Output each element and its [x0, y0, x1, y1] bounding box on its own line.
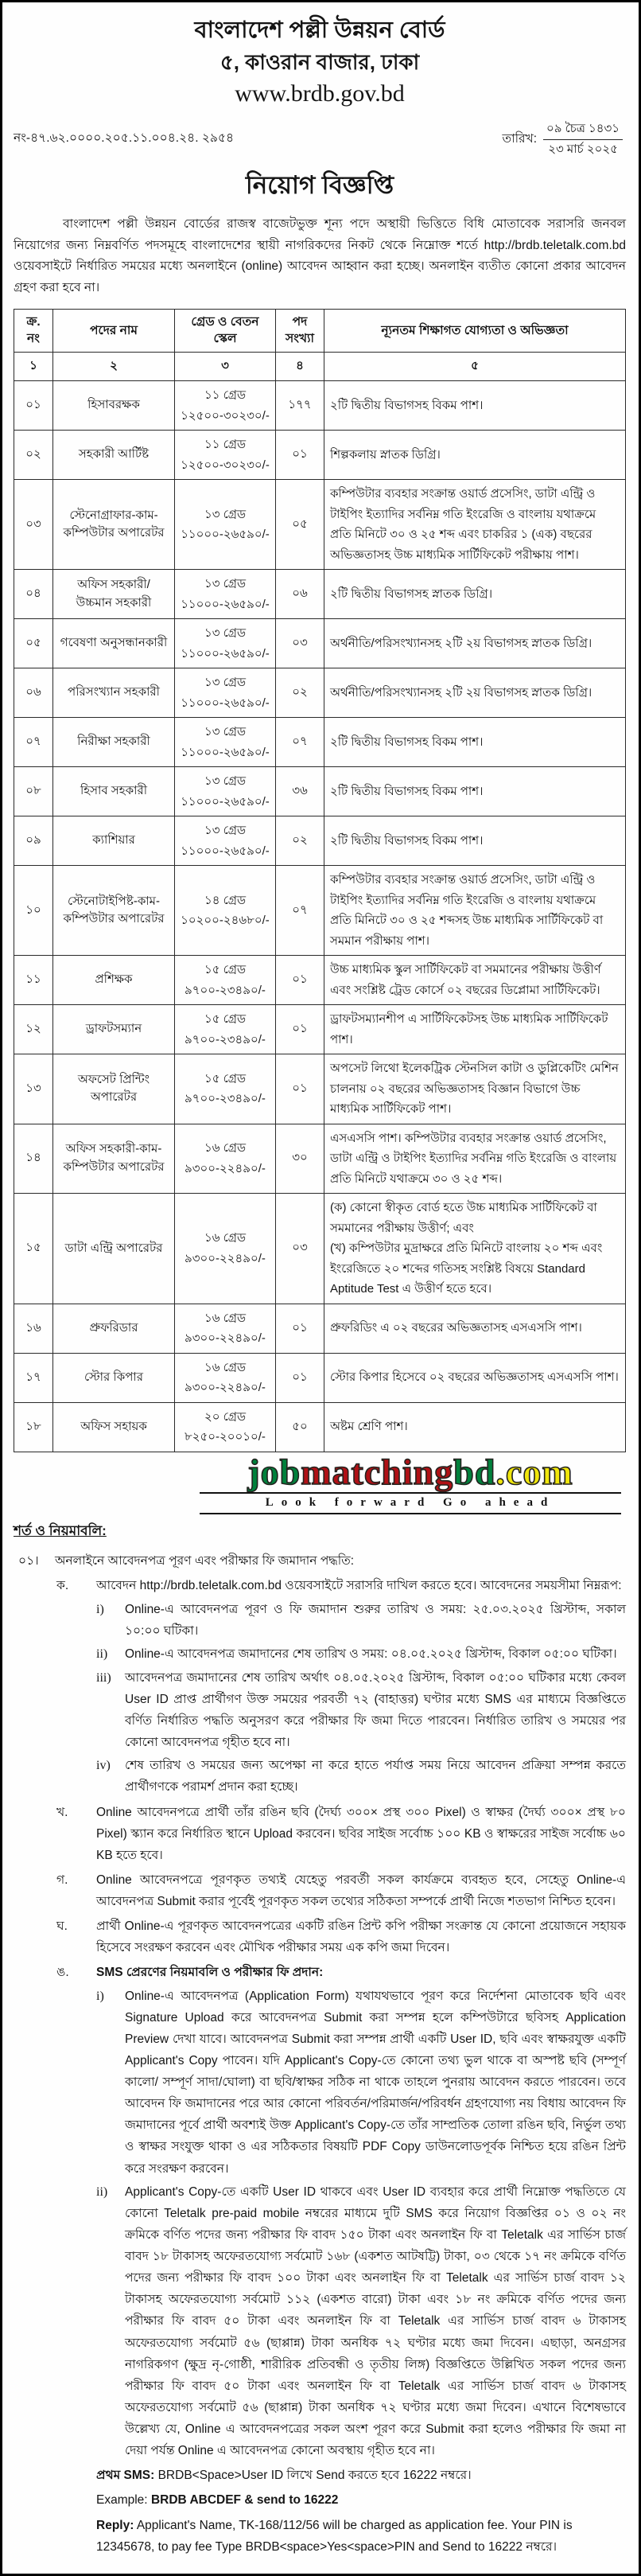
- post-count: ০৭: [276, 866, 324, 956]
- post-grade: ১১ গ্রেড ১২৫০০-৩০২৩০/-: [175, 431, 276, 480]
- table-row: [14, 1124, 626, 1194]
- post-qualification: প্রুফরিডিং এ ০২ বছরের অভিজ্ঞতাসহ এসএসসি পাশ।: [324, 1304, 626, 1353]
- col-number: ৫: [324, 353, 626, 381]
- post-grade: ১৫ গ্রেড ৯৭০০-২৩৪৯০/-: [175, 956, 276, 1005]
- table-header-row: [14, 309, 626, 352]
- post-count: ০৩: [276, 1194, 324, 1304]
- post-serial: ০৪: [14, 570, 53, 619]
- example-label: Example:: [96, 2493, 148, 2508]
- watermark-segment-job: job: [247, 1451, 301, 1492]
- terms-heading: শর্ত ও নিয়মাবলি:: [14, 1522, 107, 1538]
- post-grade: ১৩ গ্রেড ১১০০০-২৬৫৯০/-: [175, 668, 276, 718]
- table-row: [14, 381, 626, 431]
- post-grade: ১৩ গ্রেড ১১০০০-২৬৫৯০/-: [175, 619, 276, 668]
- post-name: ক্যাশিয়ার: [53, 816, 175, 866]
- post-count: ০৬: [276, 570, 324, 619]
- point-i: i) Online-এ আবেদনপত্র পূরণ ও ফি জমাদান শুরুর তারিখ ও সময়: ২৫.০৩.২০২৫ খ্রিস্টাব্দ, সকাল ১০:০০ ঘটিকা।: [96, 1602, 626, 1638]
- post-grade: ১৩ গ্রেড ১১০০০-২৬৫৯০/-: [175, 816, 276, 866]
- table-row: [14, 767, 626, 816]
- first-sms-label: প্রথম SMS:: [96, 2469, 155, 2483]
- post-count: ১৭৭: [276, 381, 324, 431]
- date-block: [502, 120, 626, 158]
- col-number: ২: [53, 353, 175, 381]
- post-qualification: উচ্চ মাধ্যমিক স্কুল সার্টিফিকেট বা সমমানের পরীক্ষায় উত্তীর্ণ এবং সংশ্লিষ্ট ট্রেড কোর্সে ০২ বছরের ডিপ্লোমা সার্টিফিকেট।: [324, 956, 626, 1005]
- post-count: ৩০: [276, 1124, 324, 1194]
- post-name: অফিস সহকারী/ উচ্চমান সহকারী: [53, 570, 175, 619]
- table-row: [14, 1304, 626, 1353]
- watermark-segment-matching: matching: [301, 1451, 454, 1492]
- reference-row: [14, 120, 626, 158]
- date-gregorian: ২৩ মার্চ ২০২৫: [543, 139, 623, 159]
- col-header-grade: গ্রেড ও বেতন স্কেল: [175, 309, 276, 352]
- post-serial: ১১: [14, 956, 53, 1005]
- post-qualification: ২টি দ্বিতীয় বিভাগসহ বিকম পাশ।: [324, 816, 626, 866]
- table-row: [14, 668, 626, 718]
- post-name: অফসেট প্রিন্টিং অপারেটর: [53, 1054, 175, 1124]
- post-serial: ১৩: [14, 1054, 53, 1124]
- post-serial: ০২: [14, 431, 53, 480]
- date-stack: [543, 120, 623, 158]
- watermark-segment-bd: bd: [453, 1451, 496, 1492]
- col-header-serial: ক্র. নং: [14, 309, 53, 352]
- table-row: [14, 480, 626, 570]
- post-grade: ১৩ গ্রেড ১১০০০-২৬৫৯০/-: [175, 718, 276, 767]
- post-qualification: (ক) কোনো স্বীকৃত বোর্ড হতে উচ্চ মাধ্যমিক সার্টিফিকেট বা সমমানের পরীক্ষায় উত্তীর্ণ; এবং (খ) কম্পিউটার মুদ্রাক্ষরে প্রতি মিনিটে বাংলায় ২০ শব্দ এবং ইংরেজিতে ২০ শব্দের গতিসহ সংশ্লিষ্ট বিষয়ে Standard Aptitude Test এ উত্তীর্ণ হতে হবে।: [324, 1194, 626, 1304]
- table-row: [14, 866, 626, 956]
- post-grade: ১৬ গ্রেড ৯৩০০-২২৪৯০/-: [175, 1353, 276, 1402]
- post-name: ডাটা এন্ট্রি অপারেটর: [53, 1194, 175, 1304]
- sms-point-ii: ii) Applicant's Copy-তে একটি User ID থাকবে এবং User ID ব্যবহার করে প্রার্থী নিম্নোক্ত পদ্ধতিতে যে কোনো Teletalk pre-paid mobile নম্বরের মাধ্যমে দুটি SMS করে নিয়োগ বিজ্ঞপ্তির ০১ ও ০২ নং ক্রমিকে বর্ণিত পদের জন্য পরীক্ষার ফি বাবদ ১৫০ টাকা এবং অনলাইন ফি বা Teletalk এর সার্ভিস চার্জ বাবদ ১৮ টাকাসহ অফেরতযোগ্য সর্বমোট ১৬৮ (একশত আটষট্টি) টাকা, ০৩ থেকে ১৭ নং ক্রমিকে বর্ণিত পদের জন্য পরীক্ষার ফি বাবদ ১০০ টাকা এবং অনলাইন ফি বা Teletalk এর সার্ভিস চার্জ বাবদ ১২ টাকাসহ অফেরতযোগ্য সর্বমোট ১১২ (একশত বারো) টাকা এবং ১৮ নং ক্রমিকে বর্ণিত পদের জন্য পরীক্ষার ফি বাবদ ৫০ টাকা এবং অনলাইন ফি বা Teletalk এর সার্ভিস চার্জ বাবদ ৬ টাকাসহ অফেরতযোগ্য সর্বমোট ৫৬ (ছাপ্পান্ন) টাকা অনধিক ৭২ ঘণ্টার মধ্যে জমা দিবেন। এছাড়া, অনগ্রসর নাগরিকগণ (ক্ষুদ্র নৃ-গোষ্ঠী, শারীরিক প্রতিবন্ধী ও তৃতীয় লিঙ্গ) বিজ্ঞপ্তিতে উল্লিখিত সকল পদের জন্য পরীক্ষার ফি বাবদ ৫০ টাকা এবং অনলাইন ফি বা Teletalk এর সার্ভিস চার্জ বাবদ ৬ টাকাসহ অফেরতযোগ্য সর্বমোট ৫৬ (ছাপ্পান্ন) টাকা অনধিক ৭২ ঘণ্টার মধ্যে জমা দিবেন। এখানে বিশেষভাবে উল্লেখ্য যে, Online এ আবেদনপত্রের সকল অংশ পূরণ করে Submit করা হলেও পরীক্ষার ফি জমা না দেয়া পর্যন্ত Online এ আবেদনপত্র কোনো অবস্থায় গৃহীত হবে না।: [96, 2184, 626, 2458]
- post-qualification: ২টি দ্বিতীয় বিভাগসহ স্নাতক ডিগ্রি।: [324, 570, 626, 619]
- post-grade: ১৪ গ্রেড ১০২০০-২৪৬৮০/-: [175, 866, 276, 956]
- sub-label: খ.: [56, 1805, 68, 1819]
- watermark-logo-text: [200, 1451, 621, 1492]
- post-serial: ০৫: [14, 619, 53, 668]
- term-title: অনলাইনে আবেদনপত্র পূরণ এবং পরীক্ষার ফি জমাদান পদ্ধতি:: [55, 1554, 355, 1569]
- post-grade: ১৩ গ্রেড ১১০০০-২৬৫৯০/-: [175, 767, 276, 816]
- post-count: ০৩: [276, 619, 324, 668]
- post-name: নিরীক্ষা সহকারী: [53, 718, 175, 767]
- post-serial: ১৫: [14, 1194, 53, 1304]
- post-count: ৫০: [276, 1402, 324, 1452]
- post-count: ০২: [276, 668, 324, 718]
- post-name: অফিস সহায়ক: [53, 1402, 175, 1452]
- watermark-tagline: Look forward Go ahead: [200, 1492, 621, 1514]
- post-qualification: ২টি দ্বিতীয় বিভাগসহ বিকম পাশ।: [324, 381, 626, 431]
- post-grade: ১৫ গ্রেড ৯৭০০-২৩৪৯০/-: [175, 1005, 276, 1054]
- post-qualification: কম্পিউটার ব্যবহার সংক্রান্ত ওয়ার্ড প্রসেসিং, ডাটা এন্ট্রি ও টাইপিং ইত্যাদির সর্বনিম্ন গতি ইংরেজি ও বাংলায় যথাক্রমে প্রতি মিনিটে ৩০ ও ২৫ শব্দসহ উচ্চ মাধ্যমিক সার্টিফিকেট বা সমমান পরীক্ষায় পাশ।: [324, 866, 626, 956]
- term-sub-d: [55, 1915, 626, 1958]
- post-name: অফিস সহকারী-কাম-কম্পিউটার অপারেটর: [53, 1124, 175, 1194]
- post-serial: ১২: [14, 1005, 53, 1054]
- point-ii: ii) Online-এ আবেদনপত্র জমাদানের শেষ তারিখ ও সময়: ০৪.০৫.২০২৫ খ্রিস্টাব্দ, বিকাল ০৫:০০ ঘটিকা।: [96, 1647, 617, 1661]
- first-sms-line: [96, 2465, 626, 2486]
- terms-section: [14, 1519, 626, 2558]
- page-title: নিয়োগ বিজ্ঞপ্তি: [245, 171, 394, 200]
- post-qualification: ২টি দ্বিতীয় বিভাগসহ বিকম পাশ।: [324, 767, 626, 816]
- post-count: ০২: [276, 816, 324, 866]
- post-qualification: ২টি দ্বিতীয় বিভাগসহ বিকম পাশ।: [324, 718, 626, 767]
- post-count: ০৭: [276, 718, 324, 767]
- post-count: ০১: [276, 1005, 324, 1054]
- post-name: পরিসংখ্যান সহকারী: [53, 668, 175, 718]
- post-serial: ০৬: [14, 668, 53, 718]
- term-sub-e: [55, 1962, 626, 2557]
- table-row: [14, 816, 626, 866]
- point-iii: iii) আবেদনপত্র জমাদানের শেষ তারিখ অর্থাৎ ০৪.০৫.২০২৫ খ্রিস্টাব্দ, বিকাল ০৫:০০ ঘটিকার মধ্যে কেবল User ID প্রাপ্ত প্রার্থীগণ উক্ত সময়ের পরবর্তী ৭২ (বাহাত্তর) ঘণ্টার মধ্যে SMS এর মাধ্যমে বিজ্ঞপ্তিতে বর্ণিত নির্ধারিত পদ্ধতি অনুসরণ করে পরীক্ষার ফি জমা দিতে পারবেন। নির্ধারিত তারিখ ও সময়ের পর কোনো আবেদনপত্র গৃহীত হবে না।: [96, 1670, 626, 1750]
- table-row: [14, 431, 626, 480]
- col-number: ১: [14, 353, 53, 381]
- post-count: ০১: [276, 1054, 324, 1124]
- post-count: ০১: [276, 1353, 324, 1402]
- date-bangla: ০৯ চৈত্র ১৪৩১: [546, 122, 620, 136]
- post-name: স্টেনোটাইপিষ্ট-কাম-কম্পিউটার অপারেটর: [53, 866, 175, 956]
- sub-label: গ.: [56, 1873, 68, 1887]
- post-grade: ২০ গ্রেড ৮২৫০-২০০১০/-: [175, 1402, 276, 1452]
- col-header-qualification: ন্যূনতম শিক্ষাগত যোগ্যতা ও অভিজ্ঞতা: [324, 309, 626, 352]
- post-grade: ১১ গ্রেড ১২৫০০-৩০২৩০/-: [175, 381, 276, 431]
- sub-label: ঘ.: [56, 1919, 68, 1934]
- org-website: www.brdb.gov.bd: [235, 80, 405, 107]
- table-row: [14, 570, 626, 619]
- post-qualification: অর্থনীতি/পরিসংখ্যানসহ ২টি ২য় বিভাগসহ স্নাতক ডিগ্রি।: [324, 619, 626, 668]
- post-qualification: কম্পিউটার ব্যবহার সংক্রান্ত ওয়ার্ড প্রসেসিং, ডাটা এন্ট্রি ও টাইপিং ইত্যাদির সর্বনিম্ন গতি ইংরেজি ও বাংলায় যথাক্রমে প্রতি মিনিটে ৩০ ও ২৫ শব্দ এবং চাকরির ১ (এক) বছরের অভিজ্ঞতাসহ উচ্চ মাধ্যমিক সার্টিফিকেট পরীক্ষায় পাশ।: [324, 480, 626, 570]
- table-row: [14, 1194, 626, 1304]
- post-count: ০৫: [276, 480, 324, 570]
- post-serial: ১৭: [14, 1353, 53, 1402]
- post-grade: ১৬ গ্রেড ৯৩০০-২২৪৯০/-: [175, 1124, 276, 1194]
- post-count: ৩৬: [276, 767, 324, 816]
- watermark-segment-com: .com: [495, 1451, 573, 1492]
- point-iv: iv) শেষ তারিখ ও সময়ের জন্য অপেক্ষা না করে হাতে পর্যাপ্ত সময় নিয়ে আবেদন প্রক্রিয়া সম্পন্ন করতে প্রার্থীগণকে পরামর্শ প্রদান করা হচ্ছে।: [96, 1759, 626, 1795]
- post-qualification: ড্রাফটসম্যানশীপ এ সার্টিফিকেটসহ উচ্চ মাধ্যমিক সার্টিফিকেট পাশ।: [324, 1005, 626, 1054]
- sub-d-text: প্রার্থী Online-এ পূরণকৃত আবেদনপত্রের একটি রঙিন প্রিন্ট কপি পরীক্ষা সংক্রান্ত যে কোনো প্রয়োজনে সহায়ক হিসেবে সংরক্ষণ করবেন এবং মৌখিক পরীক্ষার সময় এক কপি জমা দিবেন।: [96, 1919, 626, 1955]
- col-header-post: পদের নাম: [53, 309, 175, 352]
- post-qualification: স্টোর কিপার হিসেবে ০২ বছরের অভিজ্ঞতাসহ এসএসসি পাশ।: [324, 1353, 626, 1402]
- document-header: [14, 14, 626, 109]
- post-name: প্রুফরিডার: [53, 1304, 175, 1353]
- table-row: [14, 1353, 626, 1402]
- sms-example-line: [96, 2489, 626, 2511]
- post-serial: ০১: [14, 381, 53, 431]
- term-sub-a: [55, 1575, 626, 1798]
- post-name: ড্রাফটসম্যান: [53, 1005, 175, 1054]
- table-row: [14, 619, 626, 668]
- sub-label: ঙ.: [56, 1966, 69, 1980]
- example-text: BRDB ABCDEF & send to 16222: [150, 2493, 339, 2508]
- post-qualification: অপসেট লিথো ইলেকট্রিক স্টেনসিল কাটা ও ডুপ্লিকেটিং মেশিন চালনায় ০২ বছরের অভিজ্ঞতাসহ বিজ্ঞান বিভাগে উচ্চ মাধ্যমিক সার্টিফিকেট পাশ।: [324, 1054, 626, 1124]
- col-number: ৩: [175, 353, 276, 381]
- sms-reply-line: [96, 2515, 626, 2558]
- sub-a-text: আবেদন http://brdb.teletalk.com.bd ওয়েবসাইটে সরাসরি দাখিল করতে হবে। আবেদনের সময়সীমা নিম্নরূপ:: [96, 1579, 622, 1593]
- sms-point-i: i) Online-এ আবেদনপত্র (Application Form) যথাযথভাবে পূরণ করে নির্দেশনা মোতাবেক ছবি এবং Signature Upload করে আবেদনপত্র Submit করা সম্পন্ন হলে কম্পিউটারে ছবিসহ Application Preview দেখা যাবে। আবেদনপত্র Submit করা সম্পন্ন প্রার্থী একটি User ID, ছবি এবং স্বাক্ষরযুক্ত একটি Applicant's Copy পাবেন। যদি Applicant's Copy-তে কোনো তথ্য ভুল থাকে বা অস্পষ্ট ছবি (সম্পূর্ণ কালো/ সম্পূর্ণ সাদা/ঘোলা) বা ছবি/স্বাক্ষর সঠিক না থাকে তাহলে পুনরায় আবেদন করতে পারবেন। তবে আবেদন ফি জমাদানের পরে আর কোনো পরিবর্তন/পরিমার্জন/পরিবর্ধন গ্রহণযোগ্য নয় বিধায় আবেদন ফি জমাদানের পূর্বে প্রার্থী অবশ্যই উক্ত Applicant's Copy-তে তাঁর সাম্প্রতিক তোলা রঙিন ছবি, নির্ভুল তথ্য ও স্বাক্ষর সংযুক্ত থাকা ও এর সঠিকতার বিষয়টি PDF Copy ডাউনলোডপূর্বক নিশ্চিত হয়ে রঙিন প্রিন্ট করে সংরক্ষণ করবেন।: [96, 1989, 626, 2176]
- post-serial: ০৩: [14, 480, 53, 570]
- post-grade: ১৬ গ্রেড ৯৩০০-২২৪৯০/-: [175, 1304, 276, 1353]
- reply-label: Reply:: [96, 2518, 134, 2532]
- post-serial: ০৯: [14, 816, 53, 866]
- post-qualification: শিল্পকলায় স্নাতক ডিগ্রি।: [324, 431, 626, 480]
- org-address: ৫, কাওরান বাজার, ঢাকা: [219, 50, 420, 75]
- sub-b-text: Online আবেদনপত্রে প্রার্থী তাঁর রঙিন ছবি (দৈর্ঘ্য ৩০০× প্রস্থ ৩০০ Pixel) ও স্বাক্ষর (দৈর্ঘ্য ৩০০× প্রস্থ ৮০ Pixel) স্ক্যান করে নির্ধারিত স্থানে Upload করবেন। ছবির সাইজ সর্বোচ্চ ১০০ KB ও স্বাক্ষরের সাইজ সর্বোচ্চ ৬০ KB হতে হবে।: [96, 1805, 626, 1862]
- post-qualification: অষ্টম শ্রেণি পাশ।: [324, 1402, 626, 1452]
- term-sub-b: [55, 1802, 626, 1866]
- post-grade: ১৩ গ্রেড ১১০০০-২৬৫৯০/-: [175, 570, 276, 619]
- post-name: গবেষণা অনুসন্ধানকারী: [53, 619, 175, 668]
- post-count: ০১: [276, 1304, 324, 1353]
- post-grade: ১৩ গ্রেড ১১০০০-২৬৫৯০/-: [175, 480, 276, 570]
- column-number-row: [14, 353, 626, 381]
- memo-number: নং-৪৭.৬২.০০০০.২০৫.১১.০০৪.২৪. ২৯৫৪: [14, 131, 235, 146]
- term-number: ০১।: [18, 1554, 39, 1569]
- post-serial: ১০: [14, 866, 53, 956]
- post-serial: ০৮: [14, 767, 53, 816]
- post-name: স্টেনোগ্রাফার-কাম-কম্পিউটার অপারেটর: [53, 480, 175, 570]
- post-serial: ১৮: [14, 1402, 53, 1452]
- post-name: সহকারী আর্টিষ্ট: [53, 431, 175, 480]
- post-name: হিসাবরক্ষক: [53, 381, 175, 431]
- post-count: ০১: [276, 431, 324, 480]
- post-qualification: অর্থনীতি/পরিসংখ্যানসহ ২টি ২য় বিভাগসহ স্নাতক ডিগ্রি।: [324, 668, 626, 718]
- col-header-count: পদ সংখ্যা: [276, 309, 324, 352]
- table-row: [14, 1402, 626, 1452]
- org-name: বাংলাদেশ পল্লী উন্নয়ন বোর্ড: [194, 18, 445, 43]
- jobmatchingbd-watermark: [200, 1451, 621, 1514]
- sub-c-text: Online আবেদনপত্রে পূরণকৃত তথ্যই যেহেতু পরবর্তী সকল কার্যক্রমে ব্যবহৃত হবে, সেহেতু Online-এ আবেদনপত্র Submit করার পূর্বেই পূরণকৃত সকল তথ্যের সঠিকতা সম্পর্কে প্রার্থী নিজে শতভাগ নিশ্চিত হবেন।: [96, 1873, 626, 1909]
- table-row: [14, 1054, 626, 1124]
- table-row: [14, 718, 626, 767]
- sub-label: ক.: [56, 1579, 69, 1593]
- post-grade: ১৬ গ্রেড ৯৩০০-২২৪৯০/-: [175, 1194, 276, 1304]
- col-number: ৪: [276, 353, 324, 381]
- sub-e-title: SMS প্রেরণের নিয়মাবলি ও পরীক্ষার ফি প্রদান:: [96, 1966, 324, 1980]
- post-qualification: এসএসসি পাশ। কম্পিউটার ব্যবহার সংক্রান্ত ওয়ার্ড প্রসেসিং, ডাটা এন্ট্রি ও টাইপিং ইত্যাদির সর্বনিম্ন গতি ইংরেজি ও বাংলায় প্রতি মিনিটে যথাক্রমে ৩০ ও ২৫ শব্দ।: [324, 1124, 626, 1194]
- table-row: [14, 1005, 626, 1054]
- post-grade: ১৫ গ্রেড ৯৭০০-২৩৪৯০/-: [175, 1054, 276, 1124]
- vacancy-table: [14, 309, 626, 1452]
- reply-text: Applicant's Name, TK-168/112/56 will be charged as application fee. Your PIN is 12345678, to pay fee Type BRDB<space>Yes<space>PIN and Send to 16222 নম্বরে।: [96, 2518, 573, 2554]
- post-serial: ০৭: [14, 718, 53, 767]
- first-sms-text: BRDB<Space>User ID লিখে Send করতে হবে 16222 নম্বরে।: [157, 2469, 472, 2483]
- term-sub-c: [55, 1869, 626, 1912]
- intro-paragraph: বাংলাদেশ পল্লী উন্নয়ন বোর্ডের রাজস্ব বাজেটভুক্ত শূন্য পদে অস্থায়ী ভিত্তিতে বিধি মোতাবেক সরাসরি জনবল নিয়োগের জন্য নিম্নবর্ণিত পদসমূহে বাংলাদেশের স্থায়ী নাগরিকদের নিকট থেকে নিম্নোক্ত শর্তে http://brdb.teletalk.com.bd ওয়েবসাইটে নির্ধারিত সময়ের মধ্যে অনলাইনে (online) আবেদন আহ্বান করা হচ্ছে। অনলাইন ব্যতীত কোনো প্রকার আবেদন গ্রহণ করা হবে না।: [14, 217, 626, 295]
- table-row: [14, 956, 626, 1005]
- post-serial: ১৪: [14, 1124, 53, 1194]
- post-serial: ১৬: [14, 1304, 53, 1353]
- post-name: প্রশিক্ষক: [53, 956, 175, 1005]
- term-item-01: [14, 1550, 626, 2558]
- post-count: ০১: [276, 956, 324, 1005]
- post-name: হিসাব সহকারী: [53, 767, 175, 816]
- post-name: স্টোর কিপার: [53, 1353, 175, 1402]
- date-label: তারিখ:: [502, 132, 538, 146]
